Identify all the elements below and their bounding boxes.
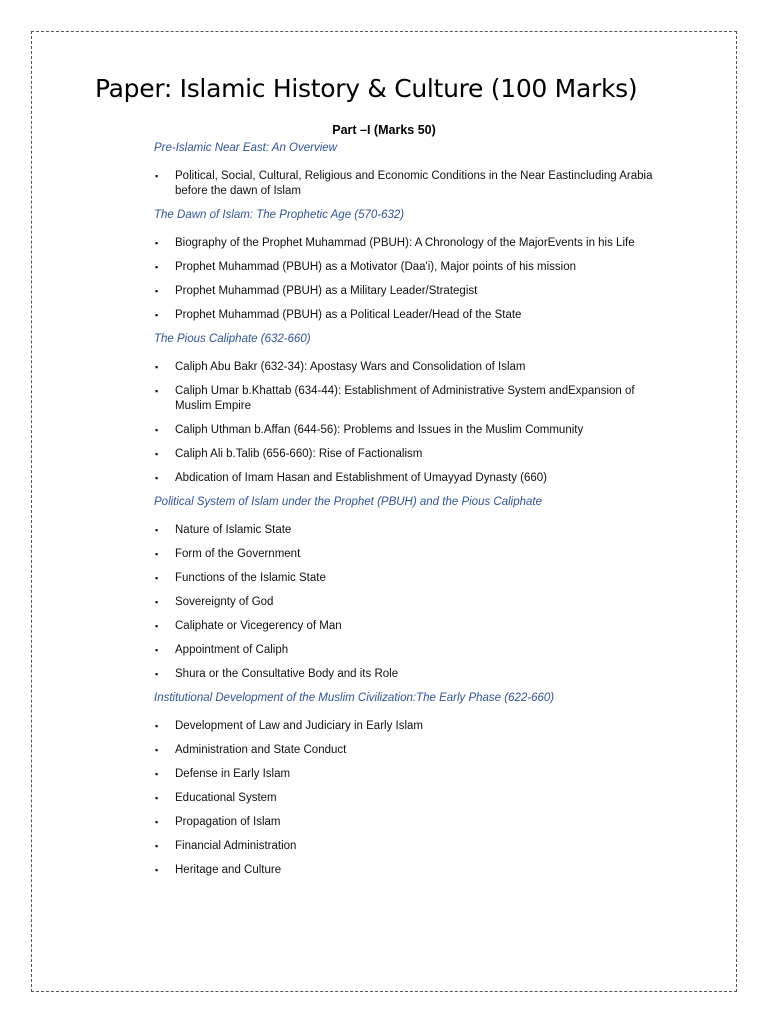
topic-list-item [154,815,674,830]
topic-text: Administration and State Conduct [175,744,347,756]
topic-list-item [154,643,674,658]
syllabus-content [154,141,674,887]
syllabus-section [154,141,674,199]
topic-list-item [154,236,674,251]
topic-list [154,523,674,682]
topic-list-item [154,423,674,438]
square-bullet-icon: ▪ [155,817,159,827]
topic-text: Abdication of Imam Hasan and Establishment of Umayyad Dynasty (660) [175,472,548,484]
syllabus-section [154,332,674,486]
square-bullet-icon: ▪ [155,621,159,631]
square-bullet-icon: ▪ [155,262,159,272]
topic-list-item [154,260,674,275]
page-title: Paper: Islamic History & Culture (100 Marks) [95,74,638,103]
square-bullet-icon: ▪ [155,171,159,181]
section-title: Political System of Islam under the Prophet (PBUH) and the Pious Caliphate [154,496,542,508]
topic-text: Form of the Government [175,548,301,560]
square-bullet-icon: ▪ [155,425,159,435]
syllabus-section [154,208,674,323]
section-title: Institutional Development of the Muslim Civilization:The Early Phase (622-660) [154,692,555,704]
square-bullet-icon: ▪ [155,286,159,296]
topic-text: Caliph Ali b.Talib (656-660): Rise of Factionalism [175,448,423,460]
topic-list [154,236,674,323]
square-bullet-icon: ▪ [155,362,159,372]
topic-list [154,719,674,878]
topic-list-item [154,619,674,634]
square-bullet-icon: ▪ [155,745,159,755]
square-bullet-icon: ▪ [155,793,159,803]
topic-text: Shura or the Consultative Body and its Role [175,668,399,680]
square-bullet-icon: ▪ [155,721,159,731]
topic-list-item [154,767,674,782]
section-title: The Dawn of Islam: The Prophetic Age (570-632) [154,209,405,221]
topic-text: Appointment of Caliph [175,644,289,656]
topic-text: Biography of the Prophet Muhammad (PBUH): A Chronology of the MajorEvents in his Life [175,237,635,249]
topic-list-item [154,308,674,323]
topic-list-item [154,863,674,878]
topic-text: Financial Administration [175,840,297,852]
topic-list-item [154,719,674,734]
square-bullet-icon: ▪ [155,573,159,583]
square-bullet-icon: ▪ [155,549,159,559]
topic-text: Caliphate or Vicegerency of Man [175,620,342,632]
square-bullet-icon: ▪ [155,386,159,396]
topic-list-item [154,595,674,610]
topic-text: Defense in Early Islam [175,768,291,780]
topic-text: Caliph Abu Bakr (632-34): Apostasy Wars and Consolidation of Islam [175,361,526,373]
square-bullet-icon: ▪ [155,525,159,535]
topic-list-item [154,447,674,462]
topic-list-item [154,471,674,486]
topic-list-item [154,284,674,299]
topic-list-item [154,791,674,806]
topic-text: Functions of the Islamic State [175,572,326,584]
square-bullet-icon: ▪ [155,841,159,851]
topic-text: Political, Social, Cultural, Religious and Economic Conditions in the Near Eastincluding Arabia before the dawn of Islam [175,170,653,197]
square-bullet-icon: ▪ [155,310,159,320]
topic-list-item [154,571,674,586]
syllabus-section [154,691,674,878]
topic-list-item [154,360,674,375]
topic-text: Caliph Umar b.Khattab (634-44): Establishment of Administrative System andExpansion of Muslim Empire [175,385,635,412]
topic-list-item [154,384,674,414]
square-bullet-icon: ▪ [155,865,159,875]
topic-text: Educational System [175,792,277,804]
topic-list [154,169,674,199]
topic-list-item [154,169,674,199]
topic-text: Development of Law and Judiciary in Early Islam [175,720,424,732]
topic-list [154,360,674,486]
topic-text: Prophet Muhammad (PBUH) as a Motivator (Daa'i), Major points of his mission [175,261,577,273]
section-title: Pre-Islamic Near East: An Overview [154,142,337,154]
topic-list-item [154,743,674,758]
topic-list-item [154,667,674,682]
square-bullet-icon: ▪ [155,597,159,607]
square-bullet-icon: ▪ [155,449,159,459]
topic-text: Propagation of Islam [175,816,281,828]
square-bullet-icon: ▪ [155,669,159,679]
topic-text: Nature of Islamic State [175,524,292,536]
topic-list-item [154,839,674,854]
topic-text: Prophet Muhammad (PBUH) as a Political Leader/Head of the State [175,309,522,321]
section-title: The Pious Caliphate (632-660) [154,333,311,345]
square-bullet-icon: ▪ [155,645,159,655]
topic-text: Caliph Uthman b.Affan (644-56): Problems and Issues in the Muslim Community [175,424,584,436]
part-heading: Part –I (Marks 50) [332,123,436,137]
syllabus-section [154,495,674,682]
square-bullet-icon: ▪ [155,238,159,248]
topic-list-item [154,547,674,562]
topic-text: Prophet Muhammad (PBUH) as a Military Leader/Strategist [175,285,478,297]
square-bullet-icon: ▪ [155,473,159,483]
topic-list-item [154,523,674,538]
topic-text: Sovereignty of God [175,596,274,608]
topic-text: Heritage and Culture [175,864,282,876]
square-bullet-icon: ▪ [155,769,159,779]
